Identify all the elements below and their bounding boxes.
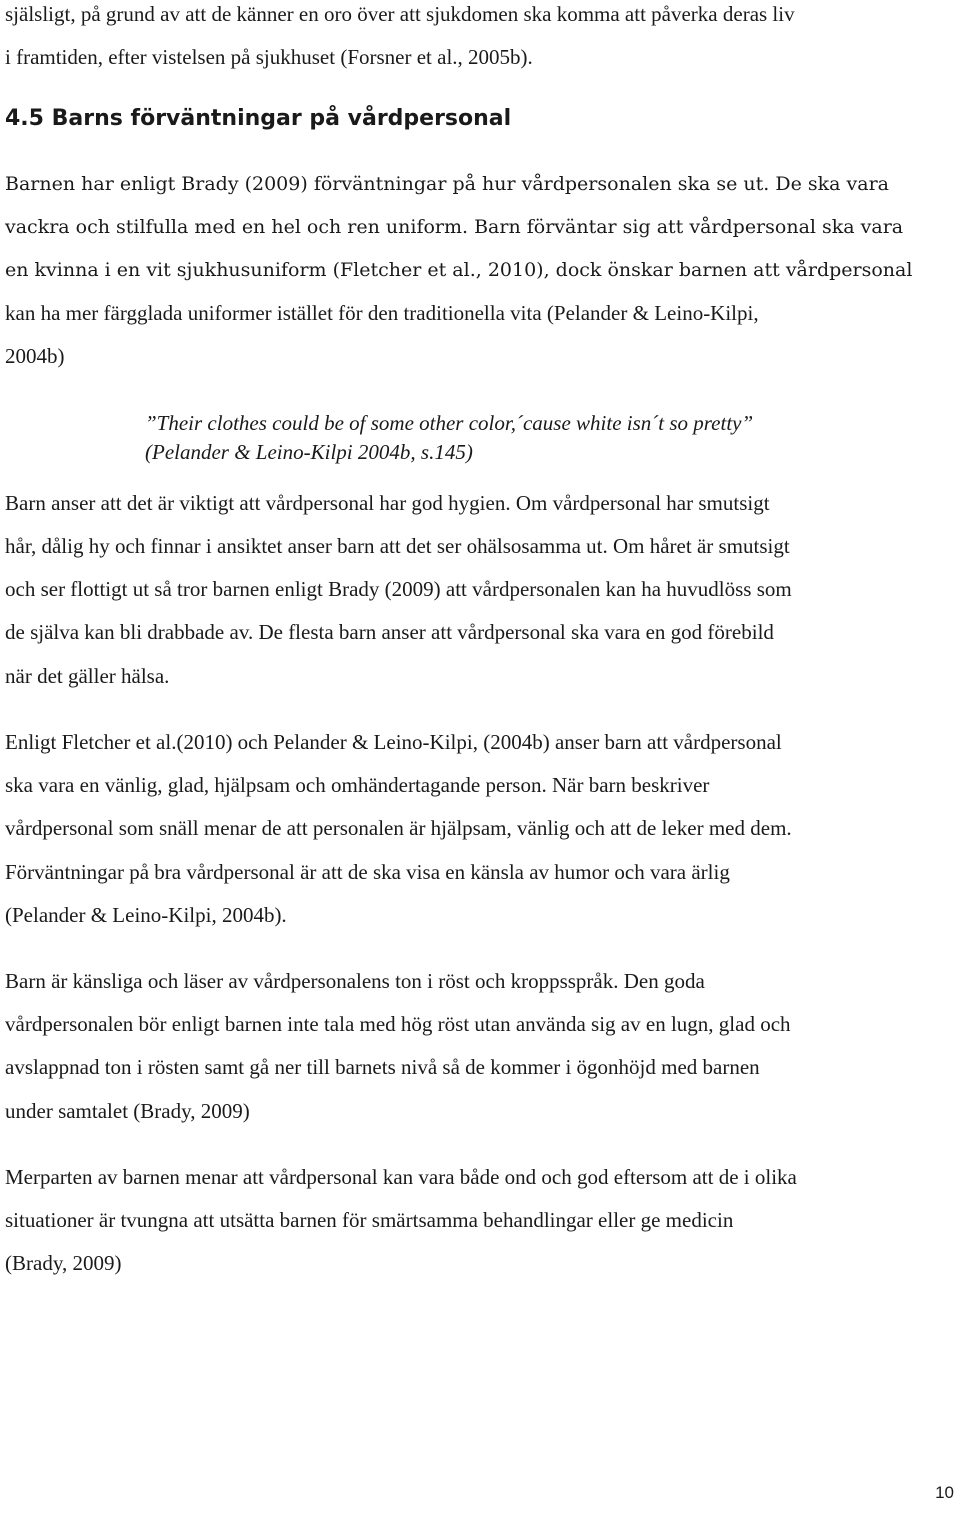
text-line: 2004b) (5, 344, 65, 368)
text-line: hår, dålig hy och finnar i ansiktet anser barn att det ser ohälsosamma ut. Om håret är smutsigt (5, 534, 790, 558)
text-line: när det gäller hälsa. (5, 664, 170, 688)
text-line: vackra och stilfulla med en hel och ren uniform. Barn förväntar sig att vårdpersonal ska vara (5, 216, 904, 238)
text-line: under samtalet (Brady, 2009) (5, 1099, 250, 1123)
text-line: Enligt Fletcher et al.(2010) och Pelander & Leino-Kilpi, (2004b) anser barn att vårdpersonal (5, 730, 782, 754)
text-line: och ser flottigt ut så tror barnen enligt Brady (2009) att vårdpersonalen kan ha huvudlöss som (5, 577, 792, 601)
text-line: vårdpersonalen bör enligt barnen inte tala med hög röst utan använda sig av en lugn, glad och (5, 1012, 791, 1036)
text-line: vårdpersonal som snäll menar de att personalen är hjälpsam, vänlig och att de leker med dem. (5, 816, 792, 840)
section-heading: 4.5 Barns förväntningar på vårdpersonal (5, 106, 512, 131)
text-line: i framtiden, efter vistelsen på sjukhuset (Forsner et al., 2005b). (5, 45, 533, 69)
text-line: Barnen har enligt Brady (2009) förväntningar på hur vårdpersonalen ska se ut. De ska vara (5, 173, 889, 195)
text-line: (Brady, 2009) (5, 1251, 122, 1275)
page-number: 10 (935, 1483, 954, 1502)
block-quote-line: ”Their clothes could be of some other color,´cause white isn´t so pretty” (145, 411, 754, 435)
text-line: ska vara en vänlig, glad, hjälpsam och omhändertagande person. När barn beskriver (5, 773, 710, 797)
text-line: en kvinna i en vit sjukhusuniform (Fletcher et al., 2010), dock önskar barnen att vårdpersonal (5, 259, 913, 281)
text-line: kan ha mer färgglada uniformer istället för den traditionella vita (Pelander & Leino-Kilpi, (5, 301, 759, 325)
text-line: avslappnad ton i rösten samt gå ner till barnets nivå så de kommer i ögonhöjd med barnen (5, 1055, 760, 1079)
text-line: situationer är tvungna att utsätta barnen för smärtsamma behandlingar eller ge medicin (5, 1208, 734, 1232)
text-line: Barn anser att det är viktigt att vårdpersonal har god hygien. Om vårdpersonal har smutsigt (5, 491, 770, 515)
text-line: Merparten av barnen menar att vårdpersonal kan vara både ond och god eftersom att de i olika (5, 1165, 797, 1189)
block-quote-citation: (Pelander & Leino-Kilpi 2004b, s.145) (145, 440, 473, 464)
text-line: Förväntningar på bra vårdpersonal är att de ska visa en känsla av humor och vara ärlig (5, 860, 730, 884)
text-line: själsligt, på grund av att de känner en oro över att sjukdomen ska komma att påverka deras liv (5, 2, 795, 26)
text-line: Barn är känsliga och läser av vårdpersonalens ton i röst och kroppsspråk. Den goda (5, 969, 705, 993)
text-line: (Pelander & Leino-Kilpi, 2004b). (5, 903, 287, 927)
text-line: de själva kan bli drabbade av. De flesta barn anser att vårdpersonal ska vara en god förebild (5, 620, 774, 644)
